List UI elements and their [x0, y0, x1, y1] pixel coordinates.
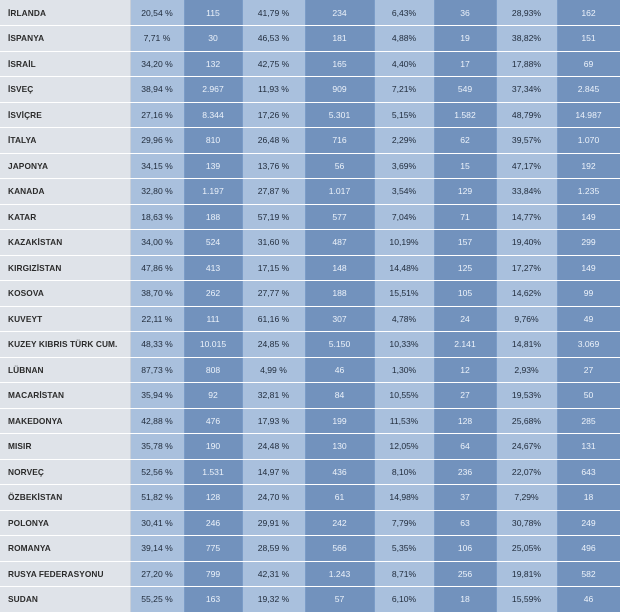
cell-pct-2: 57,19 % [242, 204, 305, 230]
country-name: MACARİSTAN [0, 383, 130, 409]
cell-count-1: 799 [184, 561, 242, 587]
cell-count-1: 115 [184, 0, 242, 26]
cell-count-2: 181 [305, 26, 374, 52]
cell-count-2: 909 [305, 77, 374, 103]
cell-count-4: 162 [557, 0, 620, 26]
table-row [0, 102, 620, 128]
cell-count-2: 234 [305, 0, 374, 26]
cell-count-4: 151 [557, 26, 620, 52]
cell-count-2: 487 [305, 230, 374, 256]
cell-pct-4: 48,79% [496, 102, 557, 128]
cell-pct-2: 24,85 % [242, 332, 305, 358]
cell-count-4: 99 [557, 281, 620, 307]
cell-count-2: 1.017 [305, 179, 374, 205]
cell-count-2: 57 [305, 587, 374, 613]
cell-pct-1: 20,54 % [130, 0, 184, 26]
cell-count-3: 64 [434, 434, 496, 460]
cell-count-1: 139 [184, 153, 242, 179]
cell-pct-2: 31,60 % [242, 230, 305, 256]
cell-pct-4: 14,77% [496, 204, 557, 230]
country-name: KAZAKİSTAN [0, 230, 130, 256]
table-row [0, 281, 620, 307]
table-row [0, 408, 620, 434]
cell-pct-3: 8,10% [374, 459, 434, 485]
cell-pct-2: 28,59 % [242, 536, 305, 562]
cell-count-4: 49 [557, 306, 620, 332]
cell-pct-2: 17,93 % [242, 408, 305, 434]
country-name: KOSOVA [0, 281, 130, 307]
cell-count-3: 62 [434, 128, 496, 154]
cell-count-2: 436 [305, 459, 374, 485]
cell-count-3: 105 [434, 281, 496, 307]
cell-count-1: 111 [184, 306, 242, 332]
cell-pct-1: 35,94 % [130, 383, 184, 409]
cell-count-3: 125 [434, 255, 496, 281]
country-name: SUDAN [0, 587, 130, 613]
cell-count-1: 10.015 [184, 332, 242, 358]
cell-count-4: 3.069 [557, 332, 620, 358]
cell-count-1: 190 [184, 434, 242, 460]
cell-count-1: 188 [184, 204, 242, 230]
table-row [0, 434, 620, 460]
cell-pct-4: 25,68% [496, 408, 557, 434]
cell-count-4: 299 [557, 230, 620, 256]
cell-count-4: 18 [557, 485, 620, 511]
cell-pct-3: 6,10% [374, 587, 434, 613]
cell-count-3: 27 [434, 383, 496, 409]
cell-pct-3: 4,88% [374, 26, 434, 52]
country-name: KANADA [0, 179, 130, 205]
cell-count-1: 246 [184, 510, 242, 536]
cell-pct-4: 15,59% [496, 587, 557, 613]
cell-pct-4: 19,81% [496, 561, 557, 587]
cell-pct-3: 10,55% [374, 383, 434, 409]
cell-count-3: 37 [434, 485, 496, 511]
cell-pct-3: 4,78% [374, 306, 434, 332]
cell-pct-4: 7,29% [496, 485, 557, 511]
cell-pct-4: 30,78% [496, 510, 557, 536]
cell-pct-3: 11,53% [374, 408, 434, 434]
cell-pct-2: 26,48 % [242, 128, 305, 154]
cell-count-3: 128 [434, 408, 496, 434]
cell-pct-3: 2,29% [374, 128, 434, 154]
cell-pct-3: 6,43% [374, 0, 434, 26]
country-name: ÖZBEKİSTAN [0, 485, 130, 511]
cell-pct-4: 24,67% [496, 434, 557, 460]
cell-pct-3: 7,21% [374, 77, 434, 103]
cell-pct-1: 22,11 % [130, 306, 184, 332]
cell-count-2: 148 [305, 255, 374, 281]
country-name: İSRAİL [0, 51, 130, 77]
cell-pct-1: 32,80 % [130, 179, 184, 205]
country-name: ROMANYA [0, 536, 130, 562]
country-name: MISIR [0, 434, 130, 460]
cell-count-3: 106 [434, 536, 496, 562]
cell-count-2: 5.301 [305, 102, 374, 128]
country-name: KATAR [0, 204, 130, 230]
table-row [0, 306, 620, 332]
cell-pct-2: 11,93 % [242, 77, 305, 103]
country-name: KIRGIZİSTAN [0, 255, 130, 281]
cell-count-1: 2.967 [184, 77, 242, 103]
cell-count-1: 128 [184, 485, 242, 511]
cell-count-4: 46 [557, 587, 620, 613]
cell-pct-1: 34,15 % [130, 153, 184, 179]
cell-count-4: 249 [557, 510, 620, 536]
table-row [0, 179, 620, 205]
cell-count-2: 130 [305, 434, 374, 460]
table-row [0, 128, 620, 154]
cell-count-3: 17 [434, 51, 496, 77]
cell-pct-2: 24,70 % [242, 485, 305, 511]
cell-count-1: 1.531 [184, 459, 242, 485]
cell-pct-2: 27,77 % [242, 281, 305, 307]
country-name: İRLANDA [0, 0, 130, 26]
country-name: İTALYA [0, 128, 130, 154]
cell-pct-1: 87,73 % [130, 357, 184, 383]
country-name: RUSYA FEDERASYONU [0, 561, 130, 587]
cell-pct-1: 30,41 % [130, 510, 184, 536]
cell-pct-3: 7,79% [374, 510, 434, 536]
cell-count-3: 1.582 [434, 102, 496, 128]
cell-count-4: 50 [557, 383, 620, 409]
cell-count-4: 643 [557, 459, 620, 485]
cell-pct-4: 37,34% [496, 77, 557, 103]
cell-pct-1: 42,88 % [130, 408, 184, 434]
cell-pct-3: 10,33% [374, 332, 434, 358]
country-name: İSPANYA [0, 26, 130, 52]
cell-pct-3: 7,04% [374, 204, 434, 230]
cell-count-1: 808 [184, 357, 242, 383]
cell-count-1: 30 [184, 26, 242, 52]
cell-count-2: 716 [305, 128, 374, 154]
table-row [0, 332, 620, 358]
cell-pct-1: 51,82 % [130, 485, 184, 511]
country-name: LÜBNAN [0, 357, 130, 383]
cell-pct-2: 17,26 % [242, 102, 305, 128]
cell-count-1: 1.197 [184, 179, 242, 205]
cell-count-2: 1.243 [305, 561, 374, 587]
table-row [0, 51, 620, 77]
cell-count-3: 2.141 [434, 332, 496, 358]
country-name: İSVİÇRE [0, 102, 130, 128]
table-row [0, 536, 620, 562]
cell-count-4: 1.235 [557, 179, 620, 205]
cell-pct-2: 27,87 % [242, 179, 305, 205]
cell-count-3: 19 [434, 26, 496, 52]
cell-count-3: 18 [434, 587, 496, 613]
country-name: İSVEÇ [0, 77, 130, 103]
cell-pct-4: 14,81% [496, 332, 557, 358]
cell-count-2: 242 [305, 510, 374, 536]
cell-count-3: 71 [434, 204, 496, 230]
cell-pct-1: 38,94 % [130, 77, 184, 103]
cell-count-1: 8.344 [184, 102, 242, 128]
table-row [0, 561, 620, 587]
cell-pct-4: 28,93% [496, 0, 557, 26]
cell-pct-3: 14,48% [374, 255, 434, 281]
cell-count-3: 63 [434, 510, 496, 536]
cell-pct-1: 34,00 % [130, 230, 184, 256]
cell-pct-4: 25,05% [496, 536, 557, 562]
cell-count-4: 14.987 [557, 102, 620, 128]
cell-count-1: 775 [184, 536, 242, 562]
cell-pct-1: 47,86 % [130, 255, 184, 281]
cell-pct-4: 19,40% [496, 230, 557, 256]
cell-pct-4: 17,27% [496, 255, 557, 281]
cell-count-3: 12 [434, 357, 496, 383]
cell-count-2: 577 [305, 204, 374, 230]
cell-count-4: 582 [557, 561, 620, 587]
cell-count-3: 36 [434, 0, 496, 26]
cell-count-4: 496 [557, 536, 620, 562]
cell-count-4: 27 [557, 357, 620, 383]
cell-count-3: 129 [434, 179, 496, 205]
table-row [0, 26, 620, 52]
cell-count-4: 2.845 [557, 77, 620, 103]
cell-pct-2: 13,76 % [242, 153, 305, 179]
cell-pct-1: 38,70 % [130, 281, 184, 307]
cell-pct-2: 4,99 % [242, 357, 305, 383]
cell-count-1: 262 [184, 281, 242, 307]
cell-pct-2: 46,53 % [242, 26, 305, 52]
cell-count-1: 163 [184, 587, 242, 613]
cell-count-1: 476 [184, 408, 242, 434]
country-name: KUZEY KIBRIS TÜRK CUM. [0, 332, 130, 358]
cell-pct-2: 41,79 % [242, 0, 305, 26]
table-row [0, 255, 620, 281]
table-row [0, 485, 620, 511]
cell-count-3: 24 [434, 306, 496, 332]
country-name: NORVEÇ [0, 459, 130, 485]
country-name: JAPONYA [0, 153, 130, 179]
cell-count-3: 236 [434, 459, 496, 485]
cell-count-2: 307 [305, 306, 374, 332]
cell-count-1: 132 [184, 51, 242, 77]
cell-pct-2: 19,32 % [242, 587, 305, 613]
table-row [0, 77, 620, 103]
cell-count-1: 92 [184, 383, 242, 409]
cell-count-3: 157 [434, 230, 496, 256]
cell-pct-1: 7,71 % [130, 26, 184, 52]
cell-pct-1: 34,20 % [130, 51, 184, 77]
cell-pct-1: 52,56 % [130, 459, 184, 485]
table-row [0, 383, 620, 409]
cell-pct-3: 15,51% [374, 281, 434, 307]
table-row [0, 204, 620, 230]
cell-count-1: 810 [184, 128, 242, 154]
cell-count-2: 188 [305, 281, 374, 307]
cell-pct-3: 1,30% [374, 357, 434, 383]
cell-pct-3: 10,19% [374, 230, 434, 256]
cell-count-4: 131 [557, 434, 620, 460]
cell-pct-1: 27,16 % [130, 102, 184, 128]
cell-count-4: 1.070 [557, 128, 620, 154]
cell-pct-2: 32,81 % [242, 383, 305, 409]
cell-pct-4: 47,17% [496, 153, 557, 179]
cell-count-2: 566 [305, 536, 374, 562]
cell-pct-4: 39,57% [496, 128, 557, 154]
cell-count-4: 285 [557, 408, 620, 434]
cell-pct-1: 27,20 % [130, 561, 184, 587]
cell-pct-1: 18,63 % [130, 204, 184, 230]
cell-pct-4: 19,53% [496, 383, 557, 409]
cell-pct-3: 3,54% [374, 179, 434, 205]
cell-pct-2: 42,31 % [242, 561, 305, 587]
cell-pct-2: 61,16 % [242, 306, 305, 332]
country-name: KUVEYT [0, 306, 130, 332]
cell-pct-3: 8,71% [374, 561, 434, 587]
cell-count-3: 549 [434, 77, 496, 103]
cell-count-4: 192 [557, 153, 620, 179]
cell-pct-3: 5,35% [374, 536, 434, 562]
cell-pct-2: 29,91 % [242, 510, 305, 536]
cell-count-4: 149 [557, 255, 620, 281]
table-row [0, 230, 620, 256]
cell-count-2: 165 [305, 51, 374, 77]
cell-pct-3: 14,98% [374, 485, 434, 511]
cell-pct-3: 5,15% [374, 102, 434, 128]
cell-pct-4: 9,76% [496, 306, 557, 332]
cell-count-2: 199 [305, 408, 374, 434]
cell-count-2: 84 [305, 383, 374, 409]
cell-pct-4: 38,82% [496, 26, 557, 52]
cell-count-2: 46 [305, 357, 374, 383]
cell-pct-2: 24,48 % [242, 434, 305, 460]
cell-pct-4: 17,88% [496, 51, 557, 77]
cell-pct-1: 48,33 % [130, 332, 184, 358]
cell-count-3: 256 [434, 561, 496, 587]
table-row [0, 0, 620, 26]
cell-pct-1: 39,14 % [130, 536, 184, 562]
country-name: MAKEDONYA [0, 408, 130, 434]
table-row [0, 153, 620, 179]
cell-pct-1: 55,25 % [130, 587, 184, 613]
cell-count-2: 56 [305, 153, 374, 179]
cell-count-1: 524 [184, 230, 242, 256]
cell-pct-3: 3,69% [374, 153, 434, 179]
cell-count-4: 69 [557, 51, 620, 77]
cell-pct-2: 42,75 % [242, 51, 305, 77]
cell-pct-2: 14,97 % [242, 459, 305, 485]
cell-pct-1: 29,96 % [130, 128, 184, 154]
cell-count-1: 413 [184, 255, 242, 281]
table-row [0, 357, 620, 383]
cell-pct-1: 35,78 % [130, 434, 184, 460]
cell-pct-2: 17,15 % [242, 255, 305, 281]
cell-pct-4: 33,84% [496, 179, 557, 205]
cell-pct-3: 12,05% [374, 434, 434, 460]
table-row [0, 587, 620, 613]
country-name: POLONYA [0, 510, 130, 536]
cell-count-3: 15 [434, 153, 496, 179]
cell-pct-4: 14,62% [496, 281, 557, 307]
cell-pct-4: 2,93% [496, 357, 557, 383]
cell-pct-3: 4,40% [374, 51, 434, 77]
table-row [0, 459, 620, 485]
cell-count-4: 149 [557, 204, 620, 230]
cell-count-2: 61 [305, 485, 374, 511]
cell-count-2: 5.150 [305, 332, 374, 358]
cell-pct-4: 22,07% [496, 459, 557, 485]
